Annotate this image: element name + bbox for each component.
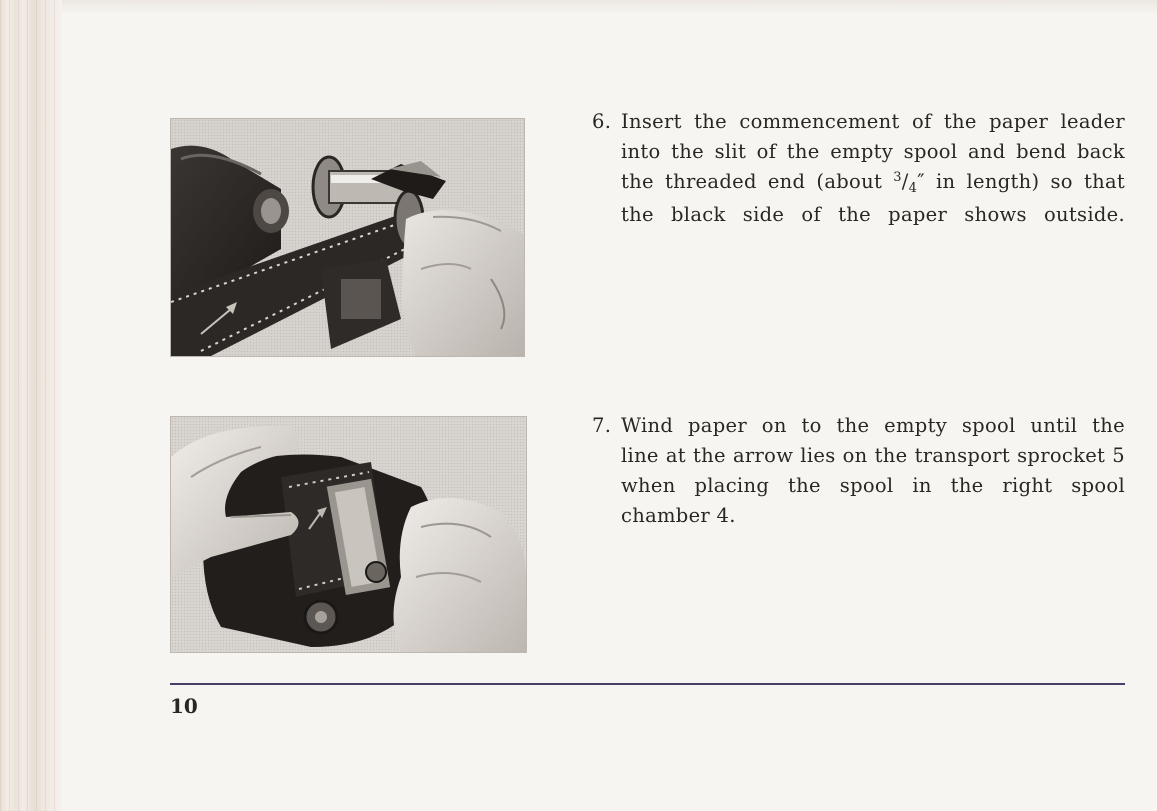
footer-rule <box>170 683 1125 685</box>
spool-winding-photo <box>170 416 527 653</box>
page-top-edge <box>62 0 1157 14</box>
fraction-unit: ″ <box>917 170 925 193</box>
fraction-numerator: 3 <box>893 170 902 185</box>
step-6-line-3 <box>621 167 1125 200</box>
page-number: 10 <box>170 694 198 718</box>
step-7-number: 7. <box>592 414 612 437</box>
step-6-number: 6. <box>592 110 612 133</box>
step-6-line-3b: in length) so that <box>935 170 1126 193</box>
fraction-denominator: 4 <box>908 181 918 196</box>
step-7-line-3: when placing the spool in the right spool <box>621 474 1125 497</box>
step-6-line-3a: the threaded end (about <box>621 170 883 193</box>
page-edge <box>0 0 62 811</box>
spool-insertion-photo <box>170 118 525 357</box>
step-6-fraction: $^3/_4''$ <box>893 170 925 196</box>
step-7-line-1: Wind paper on to the empty spool until the <box>621 414 1125 437</box>
step-6-line-4: the black side of the paper shows outside. <box>621 203 1125 226</box>
step-7-line-4: chamber 4. <box>621 504 736 527</box>
step-7-line-2: line at the arrow lies on the transport sprocket 5 <box>621 444 1125 467</box>
step-6-line-1: Insert the commencement of the paper leader <box>621 110 1125 133</box>
step-6-line-2: into the slit of the empty spool and bend back <box>621 140 1125 163</box>
